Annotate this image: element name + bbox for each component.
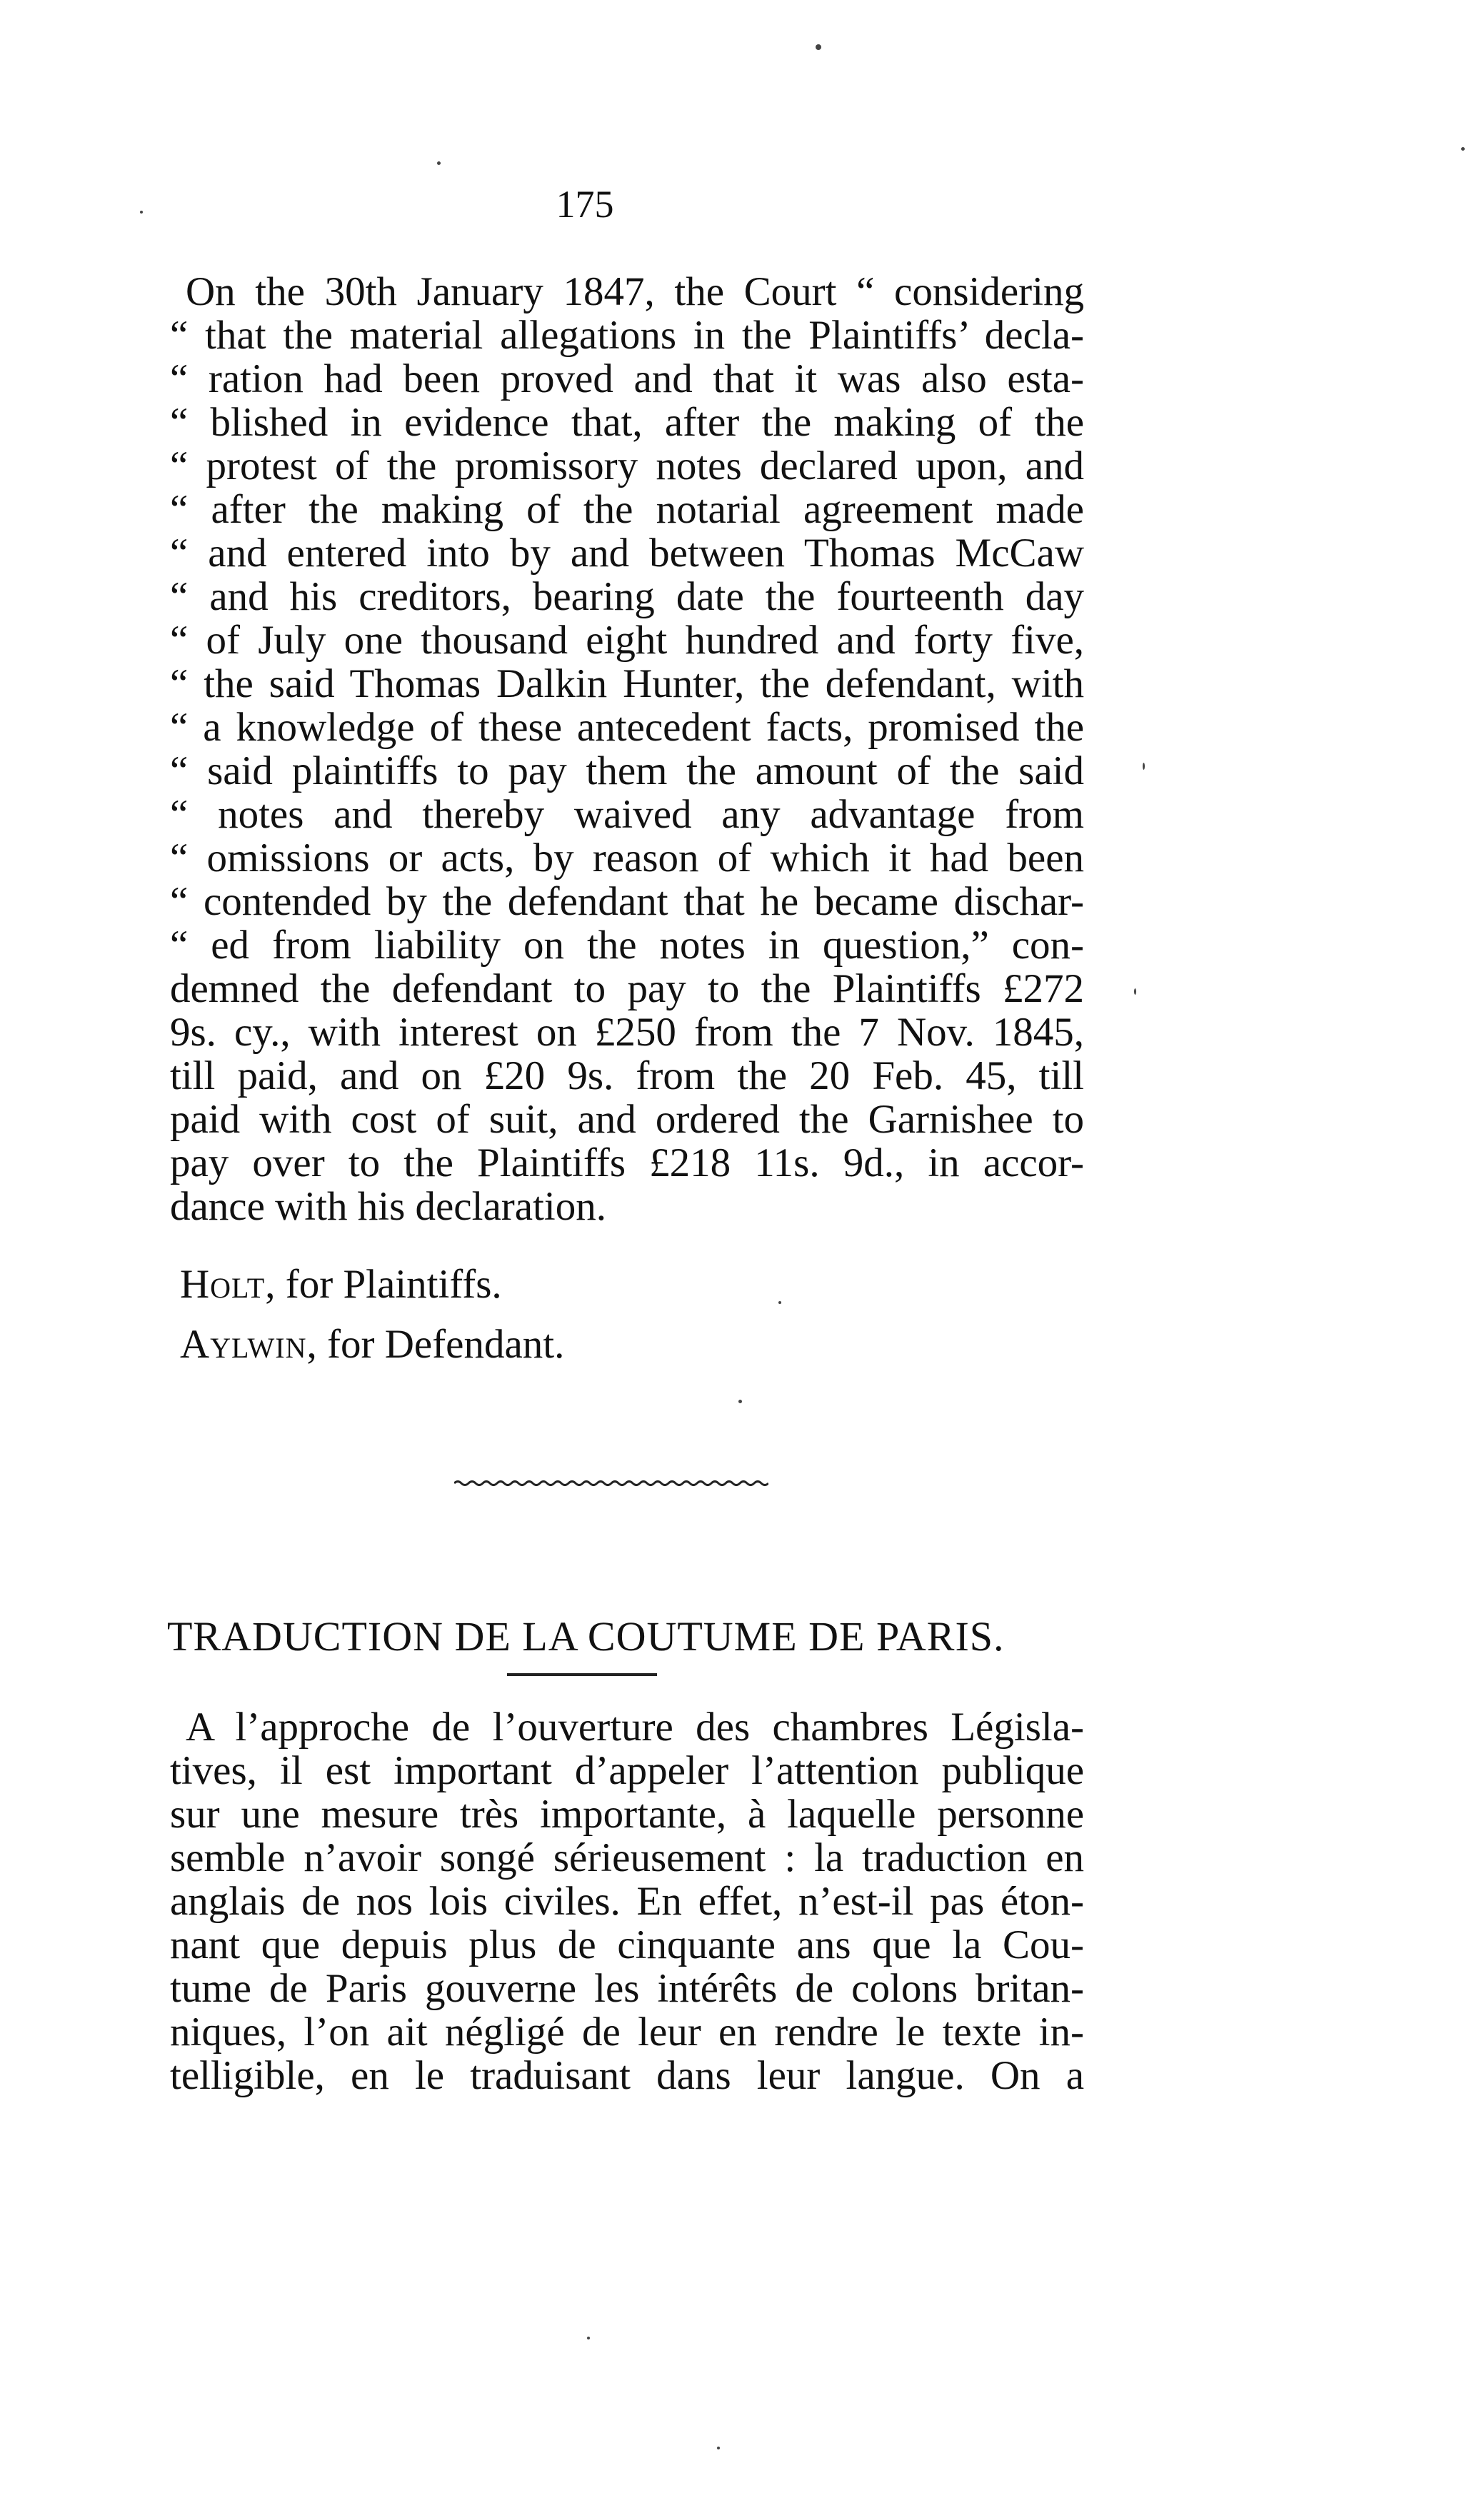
judgment-line-6: “ after the making of the notarial agreement made — [170, 487, 1084, 532]
article-line-3: sur une mesure très importante, à laquelle personne — [170, 1792, 1084, 1837]
article-line-5: anglais de nos lois civiles. En effet, n’est-il pas éton- — [170, 1879, 1084, 1924]
judgment-line-3: “ ration had been proved and that it was also esta- — [170, 356, 1084, 401]
article-line-8: niques, l’on ait négligé de leur en rendre le texte in- — [170, 2010, 1084, 2055]
judgment-paragraph — [170, 270, 1084, 1228]
judgment-line-19: till paid, and on £20 9s. from the 20 Feb. 45, till — [170, 1053, 1084, 1098]
counsel-plaintiff-name: Holt — [180, 1262, 266, 1307]
judgment-line-9: “ of July one thousand eight hundred and forty five, — [170, 618, 1084, 663]
article-line-1: A l’approche de l’ouverture des chambres Législa- — [186, 1705, 1084, 1750]
counsel-defendant — [180, 1323, 564, 1366]
counsel-plaintiff — [180, 1263, 502, 1306]
judgment-line-5: “ protest of the promissory notes declared upon, and — [170, 443, 1084, 488]
article-line-7: tume de Paris gouverne les intérêts de colons britan- — [170, 1966, 1084, 2011]
judgment-line-16: “ ed from liability on the notes in question,” con- — [170, 923, 1084, 968]
judgment-line-14: “ omissions or acts, by reason of which it had been — [170, 836, 1084, 881]
counsel-defendant-role: , for Defendant. — [306, 1322, 565, 1367]
scan-speck — [587, 2337, 590, 2339]
article-line-4: semble n’avoir songé sérieusement : la traduction en — [170, 1835, 1084, 1880]
judgment-line-12: “ said plaintiffs to pay them the amount of the said — [170, 748, 1084, 793]
article-line-9: telligible, en le traduisant dans leur langue. On a — [170, 2053, 1084, 2098]
counsel-defendant-name: Aylwin — [180, 1322, 307, 1367]
section-divider-wavy-rule — [454, 1478, 768, 1488]
judgment-line-15: “ contended by the defendant that he became dischar- — [170, 879, 1084, 924]
article-paragraph — [170, 1705, 1084, 2097]
scan-speck — [738, 1400, 742, 1403]
judgment-line-2: “ that the material allegations in the Plaintiffs’ decla- — [170, 313, 1084, 358]
judgment-line-8: “ and his creditors, bearing date the fourteenth day — [170, 574, 1084, 619]
scan-speck — [1461, 147, 1465, 151]
scan-speck — [140, 211, 143, 214]
counsel-plaintiff-role: , for Plaintiffs. — [265, 1262, 502, 1307]
scan-speck — [437, 161, 441, 165]
judgment-line-1: On the 30th January 1847, the Court “ considering — [186, 269, 1084, 314]
page-number: 175 — [556, 183, 614, 226]
judgment-line-10: “ the said Thomas Dalkin Hunter, the defendant, with — [170, 661, 1084, 706]
judgment-line-17: demned the defendant to pay to the Plaintiffs £272 — [170, 966, 1084, 1011]
scan-speck — [1143, 763, 1145, 770]
judgment-line-11: “ a knowledge of these antecedent facts, promised the — [170, 705, 1084, 750]
title-underline-rule — [507, 1673, 657, 1676]
judgment-line-20: paid with cost of suit, and ordered the Garnishee to — [170, 1097, 1084, 1142]
scan-speck — [778, 1301, 781, 1304]
judgment-line-4: “ blished in evidence that, after the making of the — [170, 400, 1084, 445]
judgment-line-22: dance with his declaration. — [170, 1184, 606, 1229]
section-title: TRADUCTION DE LA COUTUME DE PARIS. — [167, 1613, 1005, 1660]
judgment-line-7: “ and entered into by and between Thomas McCaw — [170, 531, 1084, 576]
scan-speck — [816, 44, 821, 50]
judgment-line-18: 9s. cy., with interest on £250 from the 7 Nov. 1845, — [170, 1010, 1084, 1055]
scan-speck — [1134, 988, 1136, 995]
scan-speck — [717, 2447, 720, 2449]
article-line-6: nant que depuis plus de cinquante ans que la Cou- — [170, 1922, 1084, 1967]
judgment-line-13: “ notes and thereby waived any advantage from — [170, 792, 1084, 837]
judgment-line-21: pay over to the Plaintiffs £218 11s. 9d., in accor- — [170, 1140, 1084, 1185]
article-line-2: tives, il est important d’appeler l’attention publique — [170, 1748, 1084, 1793]
